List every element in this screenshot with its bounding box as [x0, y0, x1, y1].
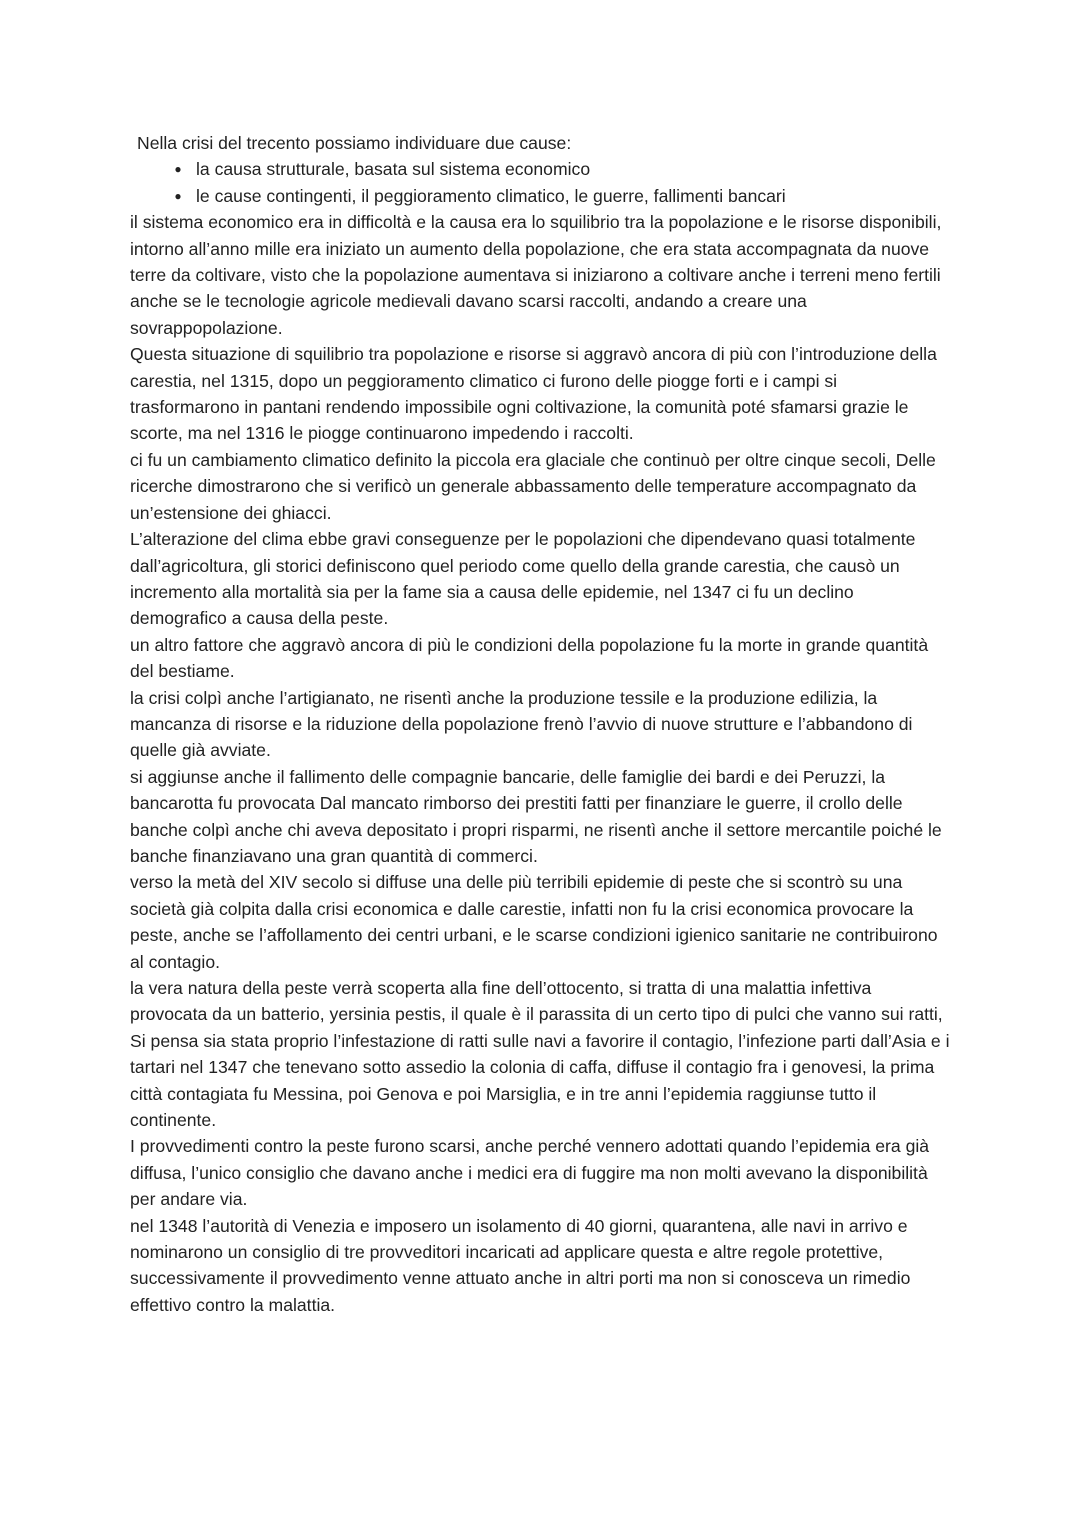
paragraph: I provvedimenti contro la peste furono scarsi, anche perché vennero adottati quando l’epidemia era già diffusa, l’unico consiglio che davano anche i medici era di fuggire ma non molti avevano la disponibilità per andare via.: [130, 1136, 930, 1210]
intro-line: Nella crisi del trecento possiamo individuare due cause:: [137, 133, 572, 153]
bullet-icon: ●: [174, 188, 182, 203]
paragraph: il sistema economico era in difficoltà e la causa era lo squilibrio tra la popolazione e le risorse disponibili, intorno all’anno mille era iniziato un aumento della popolazione, che era stata accompagnata da nuove terre da coltivare, visto che la popolazione aumentava si iniziarono a coltivare anche i terreni meno fertili anche se le tecnologie agricole medievali davano scarsi raccolti, andando a creare una sovrappopolazione.: [130, 212, 942, 338]
document-body: [130, 130, 950, 1318]
paragraph: la vera natura della peste verrà scoperta alla fine dell’ottocento, si tratta di una malattia infettiva provocata da un batterio, yersinia pestis, il quale è il parassita di un certo tipo di pulci che vanno sui ratti, Si pensa sia stata proprio l’infestazione di ratti sulle navi a favorire il contagio, l’infezione parti dall’Asia e i tartari nel 1347 che tenevano sotto assedio la colonia di caffa, diffuse il contagio fra i genovesi, la prima città contagiata fu Messina, poi Genova e poi Marsiglia, e in tre anni l’epidemia raggiunse tutto il continente.: [130, 978, 950, 1131]
paragraph: verso la metà del XIV secolo si diffuse una delle più terribili epidemie di peste che si scontrò su una società già colpita dalla crisi economica e dalle carestie, infatti non fu la crisi economica provocare la peste, anche se l’affollamento dei centri urbani, e le scarse condizioni igienico sanitarie ne contribuirono al contagio.: [130, 872, 938, 972]
paragraph: un altro fattore che aggravò ancora di più le condizioni della popolazione fu la morte in grande quantità del bestiame.: [130, 634, 929, 682]
list-item-text: la causa strutturale, basata sul sistema economico: [196, 159, 591, 180]
list-item-text: le cause contingenti, il peggioramento climatico, le guerre, fallimenti bancari: [196, 185, 786, 206]
paragraph: si aggiunse anche il fallimento delle compagnie bancarie, delle famiglie dei bardi e dei Peruzzi, la bancarotta fu provocata Dal mancato rimborso dei prestiti fatti per finanziare le guerre, il crollo delle banche colpì anche chi aveva depositato i propri risparmi, ne risentì anche il settore mercantile poiché le banche finanziavano una gran quantità di commerci.: [130, 766, 942, 866]
paragraph: L’alterazione del clima ebbe gravi conseguenze per le popolazioni che dipendevano quasi totalmente dall’agricoltura, gli storici definiscono quel periodo come quello della grande carestia, che causò un incremento alla mortalità sia per la fame sia a causa delle epidemie, nel 1347 ci fu un declino demografico a causa della peste.: [130, 529, 916, 629]
paragraph: la crisi colpì anche l’artigianato, ne risentì anche la produzione tessile e la produzione edilizia, la mancanza di risorse e la riduzione della popolazione frenò l’avvio di nuove strutture e l’abbandono di quelle già avviate.: [130, 687, 913, 761]
list-item: [130, 156, 950, 182]
causes-list: [130, 156, 950, 209]
paragraph: nel 1348 l’autorità di Venezia e imposero un isolamento di 40 giorni, quarantena, alle navi in arrivo e nominarono un consiglio di tre provveditori incaricati ad applicare questa e altre regole protettive, successivamente il provvedimento venne attuato anche in altri porti ma non si conosceva un rimedio effettivo contro la malattia.: [130, 1215, 911, 1315]
paragraph: ci fu un cambiamento climatico definito la piccola era glaciale che continuò per oltre cinque secoli, Delle ricerche dimostrarono che si verificò un generale abbassamento delle temperature accompagnato da un’estensione dei ghiacci.: [130, 449, 936, 523]
paragraph: Questa situazione di squilibrio tra popolazione e risorse si aggravò ancora di più con l’introduzione della carestia, nel 1315, dopo un peggioramento climatico ci furono delle piogge forti e i campi si trasformarono in pantani rendendo impossibile ogni coltivazione, la comunità poté sfamarsi grazie le scorte, ma nel 1316 le piogge continuarono impedendo i raccolti.: [130, 344, 937, 444]
bullet-icon: ●: [174, 162, 182, 177]
list-item: [130, 183, 950, 209]
